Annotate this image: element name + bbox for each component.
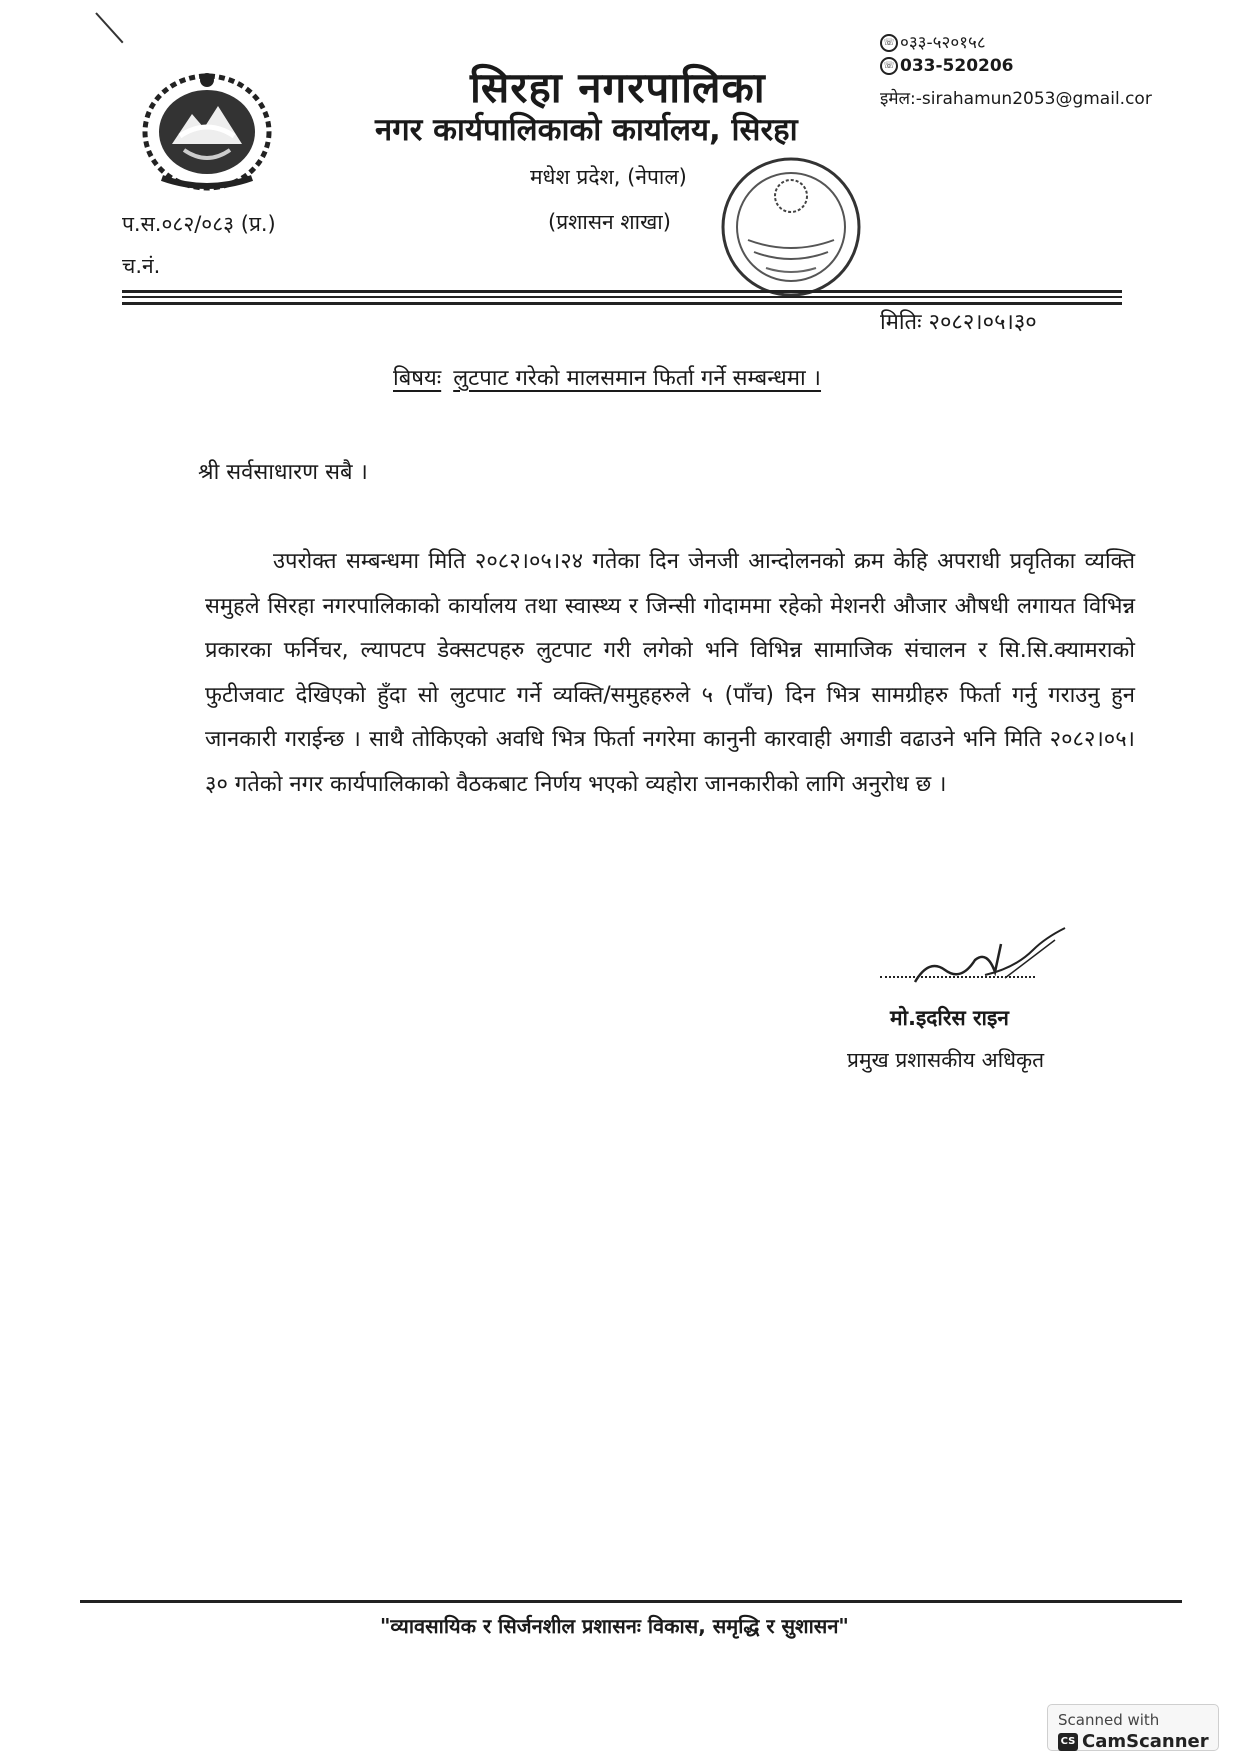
phone-2: 033-520206	[900, 56, 1014, 76]
phone-line-1	[880, 30, 986, 53]
footer-slogan: "व्यावसायिक र सिर्जनशील प्रशासनः विकास, समृद्धि र सुशासन"	[380, 1614, 849, 1638]
body-paragraph: उपरोक्त सम्बन्धमा मिति २०८२।०५।२४ गतेका दिन जेनजी आन्दोलनको क्रम केहि अपराधी प्रवृतिका व्यक्ति समुहले सिरहा नगरपालिकाको कार्यालय तथा स्वास्थ्य र जिन्सी गोदाममा रहेको मेशनरी औजार औषधी लगायत विभिन्न प्रकारका फर्निचर, ल्यापटप डेक्सटपहरु लुटपाट गरी लगेको भनि विभिन्न सामाजिक संचालन र सि.सि.क्यामराको फुटीजवाट देखिएको हुँदा सो लुटपाट गर्ने व्यक्ति/समुहहरुले ५ (पाँच) दिन भित्र सामग्रीहरु फिर्ता गर्नु गराउनु हुन जानकारी गराईन्छ । साथै तोकिएको अवधि भित्र फिर्ता नगरेमा कानुनी कारवाही अगाडी वढाउने भनि मिति २०८२।०५।३० गतेको नगर कार्यपालिकाको वैठकबाट निर्णय भएको व्यहोरा जानकारीको लागि अनुरोध छ ।	[205, 549, 1135, 797]
letter-date: मितिः २०८२।०५।३०	[880, 310, 1037, 335]
office-stamp-icon	[716, 152, 866, 302]
salutation: श्री सर्वसाधारण सबै ।	[198, 460, 368, 485]
scanner-badge-brand: CamScanner	[1082, 1731, 1209, 1752]
scanner-badge-top: Scanned with	[1058, 1711, 1160, 1729]
officer-name: मो.इदरिस राइन	[890, 1006, 1009, 1030]
phone-icon: ☏	[880, 34, 898, 52]
header-rule	[122, 296, 1122, 298]
org-name: सिरहा नगरपालिका	[470, 63, 766, 112]
subject-text: लुटपाट गरेको मालसमान फिर्ता गर्ने सम्बन्धमा ।	[453, 366, 822, 391]
email: इमेल:-sirahamun2053@gmail.cor	[880, 89, 1152, 109]
province: मधेश प्रदेश, (नेपाल)	[530, 165, 687, 189]
office-name: नगर कार्यपालिकाको कार्यालय, सिरहा	[375, 112, 798, 148]
scanner-badge-bottom	[1058, 1731, 1209, 1752]
camscanner-logo-icon: CS	[1058, 1733, 1078, 1751]
phone-icon: ☏	[880, 57, 898, 75]
scanner-badge	[1047, 1704, 1219, 1751]
officer-title: प्रमुख प्रशासकीय अधिकृत	[847, 1048, 1045, 1072]
signature-line	[880, 976, 1035, 978]
dispatch-number: च.नं.	[122, 254, 161, 278]
branch: (प्रशासन शाखा)	[548, 210, 671, 234]
reference-number: प.स.०८२/०८३ (प्र.)	[122, 212, 276, 236]
corner-mark	[95, 12, 123, 43]
subject-line	[393, 362, 821, 392]
signature-icon	[905, 920, 1075, 1010]
nepal-emblem-icon	[132, 66, 282, 196]
phone-1: ०३३-५२०१५८	[900, 33, 986, 53]
header-rule	[122, 290, 1122, 293]
header-rule	[122, 302, 1122, 305]
subject-label: बिषयः	[393, 366, 442, 391]
phone-line-2	[880, 56, 1014, 76]
footer-rule	[80, 1600, 1182, 1603]
